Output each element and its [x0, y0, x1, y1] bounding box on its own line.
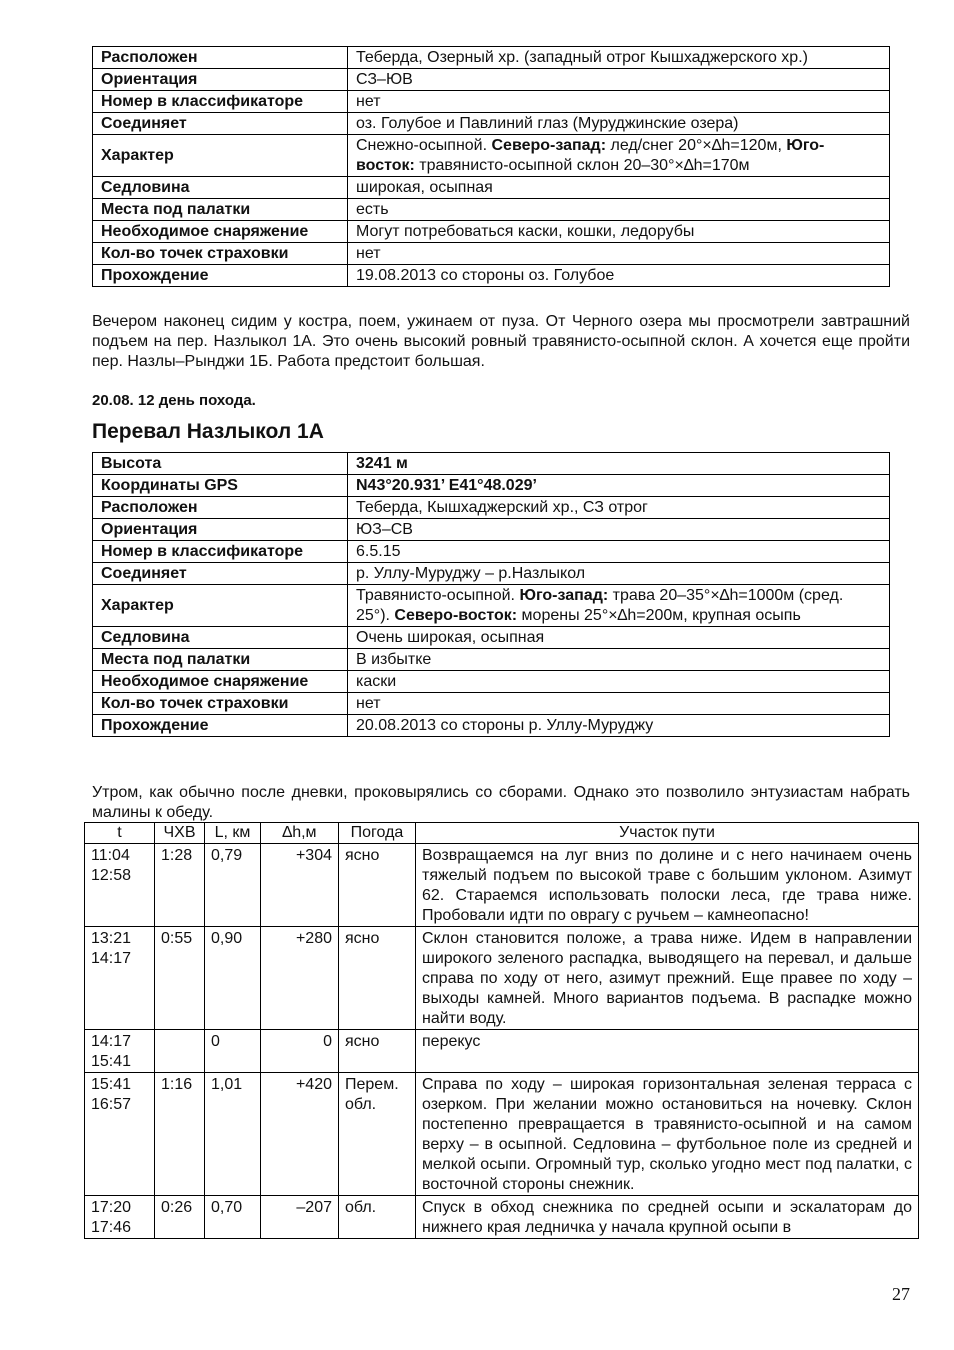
- time-start: 17:20: [91, 1199, 132, 1216]
- row-key: Расположен: [93, 47, 348, 69]
- row-key: Соединяет: [93, 563, 348, 585]
- time-start: 11:04: [91, 847, 130, 864]
- row-key: Ориентация: [93, 69, 348, 91]
- chv-cell: 0:55: [155, 927, 205, 1030]
- table-row: [93, 69, 890, 91]
- segment-cell: перекус: [416, 1030, 919, 1073]
- table-row: [93, 563, 890, 585]
- time-end: 17:46: [91, 1219, 132, 1236]
- pass-info-table-1: [92, 46, 890, 287]
- row-value: Очень широкая, осыпная: [348, 627, 890, 649]
- elevation-cell: 0: [261, 1030, 339, 1073]
- row-key: Номер в классификаторе: [93, 541, 348, 563]
- row-value: 20.08.2013 со стороны р. Уллу-Муруджу: [348, 715, 890, 737]
- weather-cell: ясно: [339, 844, 416, 927]
- weather-cell: Перем. обл.: [339, 1073, 416, 1196]
- distance-cell: 0,79: [205, 844, 261, 927]
- table-row: [93, 221, 890, 243]
- row-value: нет: [348, 693, 890, 715]
- table-row: [93, 649, 890, 671]
- row-value: 19.08.2013 со стороны оз. Голубое: [348, 265, 890, 287]
- row-value: каски: [348, 671, 890, 693]
- distance-cell: 0,70: [205, 1196, 261, 1239]
- row-key: Номер в классификаторе: [93, 91, 348, 113]
- time-cell: [85, 927, 155, 1030]
- time-end: 15:41: [91, 1053, 132, 1070]
- table-row: [85, 844, 919, 927]
- table-row: [93, 519, 890, 541]
- column-header-elevation: ∆h,м: [261, 823, 339, 844]
- weather-cell: ясно: [339, 927, 416, 1030]
- table-row: [85, 927, 919, 1030]
- row-key: Седловина: [93, 627, 348, 649]
- table-row: [93, 135, 890, 177]
- column-header-weather: Погода: [339, 823, 416, 844]
- table-row: [85, 1196, 919, 1239]
- time-end: 16:57: [91, 1096, 132, 1113]
- evening-paragraph: Вечером наконец сидим у костра, поем, ужинаем от пуза. От Черного озера мы просмотрели завтрашний подъем на пер. Назлыкол 1А. Это очень высокий ровный травянисто-осыпной склон. А хочется еще пройти пер. Назлы–Рынджи 1Б. Работа предстоит большая.: [92, 313, 910, 370]
- row-value: есть: [348, 199, 890, 221]
- column-header-time: t: [85, 823, 155, 844]
- row-value: N43°20.931’ E41°48.029’: [348, 475, 890, 497]
- row-value: В избытке: [348, 649, 890, 671]
- row-key: Высота: [93, 453, 348, 475]
- row-key: Характер: [93, 135, 348, 177]
- table-row: [85, 1073, 919, 1196]
- row-key: Необходимое снаряжение: [93, 221, 348, 243]
- chv-cell: 1:28: [155, 844, 205, 927]
- chv-cell: 0:26: [155, 1196, 205, 1239]
- segment-cell: Возвращаемся на луг вниз по долине и с него начинаем очень тяжелый подъем по высокой траве с большим уклоном. Азимут 62. Стараемся использовать полоски леса, где трава ниже. Пробовали идти по оврагу с ручьем – камнеопасно!: [416, 844, 919, 927]
- table-row: [93, 585, 890, 627]
- route-log-table: [84, 822, 919, 1239]
- row-value: нет: [348, 91, 890, 113]
- pass-info-table-2: [92, 452, 890, 737]
- elevation-cell: –207: [261, 1196, 339, 1239]
- time-start: 13:21: [91, 930, 132, 947]
- table-row: [93, 177, 890, 199]
- row-key: Координаты GPS: [93, 475, 348, 497]
- text-run: Снежно-осыпной.: [356, 137, 492, 154]
- table-row: [93, 453, 890, 475]
- bold-run: Юго-восток:: [356, 137, 825, 174]
- row-value: Теберда, Кышхаджерский хр., СЗ отрог: [348, 497, 890, 519]
- table-row: [93, 243, 890, 265]
- row-key: Ориентация: [93, 519, 348, 541]
- chv-cell: [155, 1030, 205, 1073]
- pass-title: Перевал Назлыкол 1А: [92, 420, 324, 443]
- day-heading: 20.08. 12 день похода.: [92, 392, 256, 409]
- table-row: [93, 199, 890, 221]
- text-run: лед/снег 20°×∆h=120м,: [606, 137, 787, 154]
- time-start: 14:17: [91, 1033, 132, 1050]
- table-row: [93, 113, 890, 135]
- row-key: Характер: [93, 585, 348, 627]
- bold-run: Северо-восток:: [394, 607, 518, 624]
- row-value: ЮЗ–СВ: [348, 519, 890, 541]
- segment-cell: Спуск в обход снежника по средней осыпи и эскалаторам до нижнего края ледничка у начала крупной осыпи в: [416, 1196, 919, 1239]
- time-start: 15:41: [91, 1076, 132, 1093]
- distance-cell: 0,90: [205, 927, 261, 1030]
- weather-cell: обл.: [339, 1196, 416, 1239]
- table-row: [93, 627, 890, 649]
- table-row: [93, 91, 890, 113]
- table-row: [93, 475, 890, 497]
- table-row: [93, 693, 890, 715]
- time-end: 14:17: [91, 950, 132, 967]
- table-row: [93, 671, 890, 693]
- row-key: Места под палатки: [93, 199, 348, 221]
- row-value: Могут потребоваться каски, кошки, ледорубы: [348, 221, 890, 243]
- text-run: морены 25°×∆h=200м, крупная осыпь: [517, 607, 801, 624]
- row-value: нет: [348, 243, 890, 265]
- row-key: Кол-во точек страховки: [93, 693, 348, 715]
- time-cell: [85, 844, 155, 927]
- row-key: Седловина: [93, 177, 348, 199]
- table-row: [93, 47, 890, 69]
- row-key: Необходимое снаряжение: [93, 671, 348, 693]
- row-key: Расположен: [93, 497, 348, 519]
- time-end: 12:58: [91, 867, 132, 884]
- morning-paragraph: Утром, как обычно после дневки, проковырялись со сборами. Однако это позволило энтузиастам набрать малины к обеду.: [92, 784, 910, 821]
- column-header-chv: ЧХВ: [155, 823, 205, 844]
- time-cell: [85, 1030, 155, 1073]
- row-value: р. Уллу-Муруджу – р.Назлыкол: [348, 563, 890, 585]
- segment-cell: Справа по ходу – широкая горизонтальная зеленая терраса с озерком. При желании можно остановиться на ночевку. Склон постепенно превращается в травянисто-осыпной и на самом верху – в осыпной. Седловина – футбольное поле из средней и мелкой осыпи. Огромный тур, сколько угодно мест под палатки, с восточной стороны снежник.: [416, 1073, 919, 1196]
- row-value: Теберда, Озерный хр. (западный отрог Кышхаджерского хр.): [348, 47, 890, 69]
- row-value-character: [348, 585, 890, 627]
- time-cell: [85, 1196, 155, 1239]
- bold-run: Юго-запад:: [519, 587, 609, 604]
- row-value: оз. Голубое и Павлиний глаз (Муруджинские озера): [348, 113, 890, 135]
- elevation-cell: +420: [261, 1073, 339, 1196]
- weather-cell: ясно: [339, 1030, 416, 1073]
- row-key: Прохождение: [93, 715, 348, 737]
- text-run: травянисто-осыпной склон 20–30°×∆h=170м: [414, 157, 750, 174]
- row-key: Прохождение: [93, 265, 348, 287]
- row-value-character: [348, 135, 890, 177]
- table-header-row: [85, 823, 919, 844]
- elevation-cell: +280: [261, 927, 339, 1030]
- text-run: трава 20–35°×∆h=1000м (сред. 25°).: [356, 587, 844, 624]
- row-value: широкая, осыпная: [348, 177, 890, 199]
- time-cell: [85, 1073, 155, 1196]
- distance-cell: 1,01: [205, 1073, 261, 1196]
- row-key: Соединяет: [93, 113, 348, 135]
- table-row: [93, 497, 890, 519]
- row-value: СЗ–ЮВ: [348, 69, 890, 91]
- row-value: 3241 м: [348, 453, 890, 475]
- table-row: [85, 1030, 919, 1073]
- bold-run: Северо-запад:: [491, 137, 607, 154]
- distance-cell: 0: [205, 1030, 261, 1073]
- row-key: Кол-во точек страховки: [93, 243, 348, 265]
- row-key: Места под палатки: [93, 649, 348, 671]
- segment-cell: Склон становится положе, а трава ниже. Идем в направлении широкого зеленого распадка, выводящего на перевал, и дальше справа по ходу от него, азимут прежний. Еще правее по ходу – выходы камней. Много вариантов подъема. В распадке можно найти воду.: [416, 927, 919, 1030]
- table-row: [93, 715, 890, 737]
- column-header-distance: L, км: [205, 823, 261, 844]
- text-run: Травянисто-осыпной.: [356, 587, 520, 604]
- table-row: [93, 265, 890, 287]
- page-number: 27: [892, 1284, 910, 1304]
- elevation-cell: +304: [261, 844, 339, 927]
- table-row: [93, 541, 890, 563]
- chv-cell: 1:16: [155, 1073, 205, 1196]
- row-value: 6.5.15: [348, 541, 890, 563]
- column-header-segment: Участок пути: [416, 823, 919, 844]
